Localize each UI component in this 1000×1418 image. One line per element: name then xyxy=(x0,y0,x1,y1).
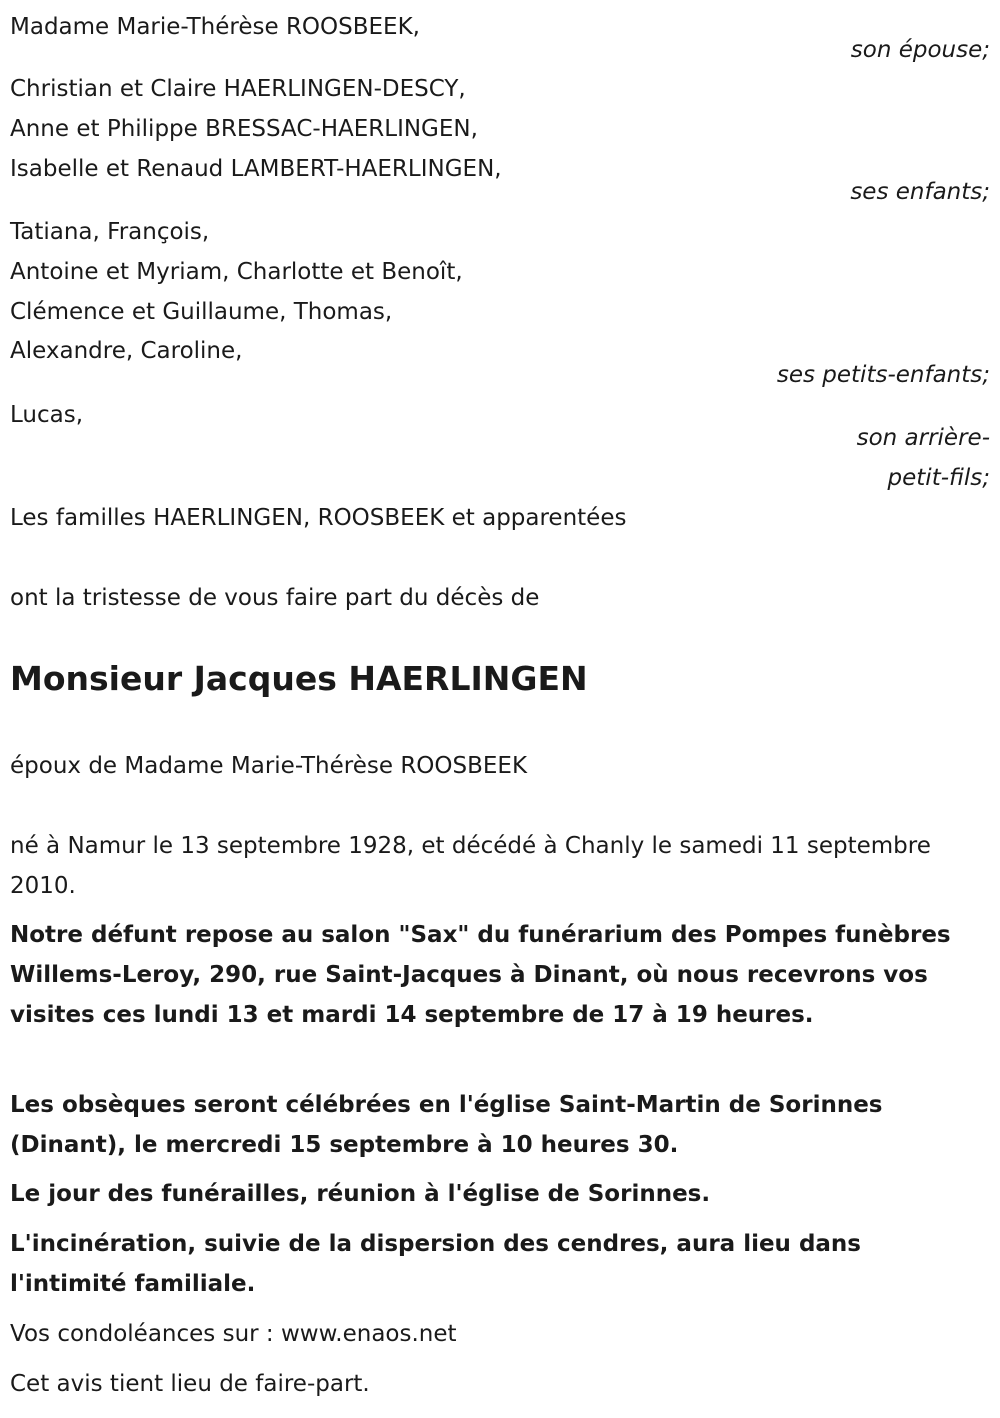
visitation-details: Notre défunt repose au salon "Sax" du funérarium des Pompes funèbres Willems-Leroy, 290, rue Saint-Jacques à Dinant, où nous recevrons vos visites ces lundi 13 et mardi 14 septembre de 17 à 19 heures. xyxy=(10,922,951,1028)
spouse-role: son épouse; xyxy=(850,37,990,63)
condolences-link[interactable]: Vos condoléances sur : www.enaos.net xyxy=(10,1321,457,1347)
child-line: Christian et Claire HAERLINGEN-DESCY, xyxy=(10,76,466,102)
meeting-details: Le jour des funérailles, réunion à l'église de Sorinnes. xyxy=(10,1181,711,1207)
grandchild-line: Alexandre, Caroline, xyxy=(10,338,243,364)
child-line: Isabelle et Renaud LAMBERT-HAERLINGEN, xyxy=(10,156,502,182)
great-grandchild-role-cont: petit-fils; xyxy=(887,465,990,491)
announcement: ont la tristesse de vous faire part du décès de xyxy=(10,585,540,611)
child-line: Anne et Philippe BRESSAC-HAERLINGEN, xyxy=(10,116,478,142)
children-role: ses enfants; xyxy=(850,179,990,205)
grandchild-line: Tatiana, François, xyxy=(10,219,210,245)
closing-note: Cet avis tient lieu de faire-part. xyxy=(10,1371,370,1397)
spouse-of: époux de Madame Marie-Thérèse ROOSBEEK xyxy=(10,753,528,779)
grandchild-line: Clémence et Guillaume, Thomas, xyxy=(10,299,393,325)
families-line: Les familles HAERLINGEN, ROOSBEEK et apparentées xyxy=(10,505,627,531)
great-grandchild-role: son arrière- xyxy=(856,425,990,451)
cremation-details: L'incinération, suivie de la dispersion des cendres, aura lieu dans l'intimité familiale. xyxy=(10,1231,861,1297)
grandchild-line: Antoine et Myriam, Charlotte et Benoît, xyxy=(10,259,463,285)
great-grandchild: Lucas, xyxy=(10,402,84,428)
grandchildren-role: ses petits-enfants; xyxy=(776,362,990,388)
deceased-name: Monsieur Jacques HAERLINGEN xyxy=(10,659,588,698)
spouse-name: Madame Marie-Thérèse ROOSBEEK, xyxy=(10,14,420,40)
birth-death: né à Namur le 13 septembre 1928, et décédé à Chanly le samedi 11 septembre 2010. xyxy=(10,833,931,899)
funeral-details: Les obsèques seront célébrées en l'église Saint-Martin de Sorinnes (Dinant), le mercredi 15 septembre à 10 heures 30. xyxy=(10,1092,883,1158)
